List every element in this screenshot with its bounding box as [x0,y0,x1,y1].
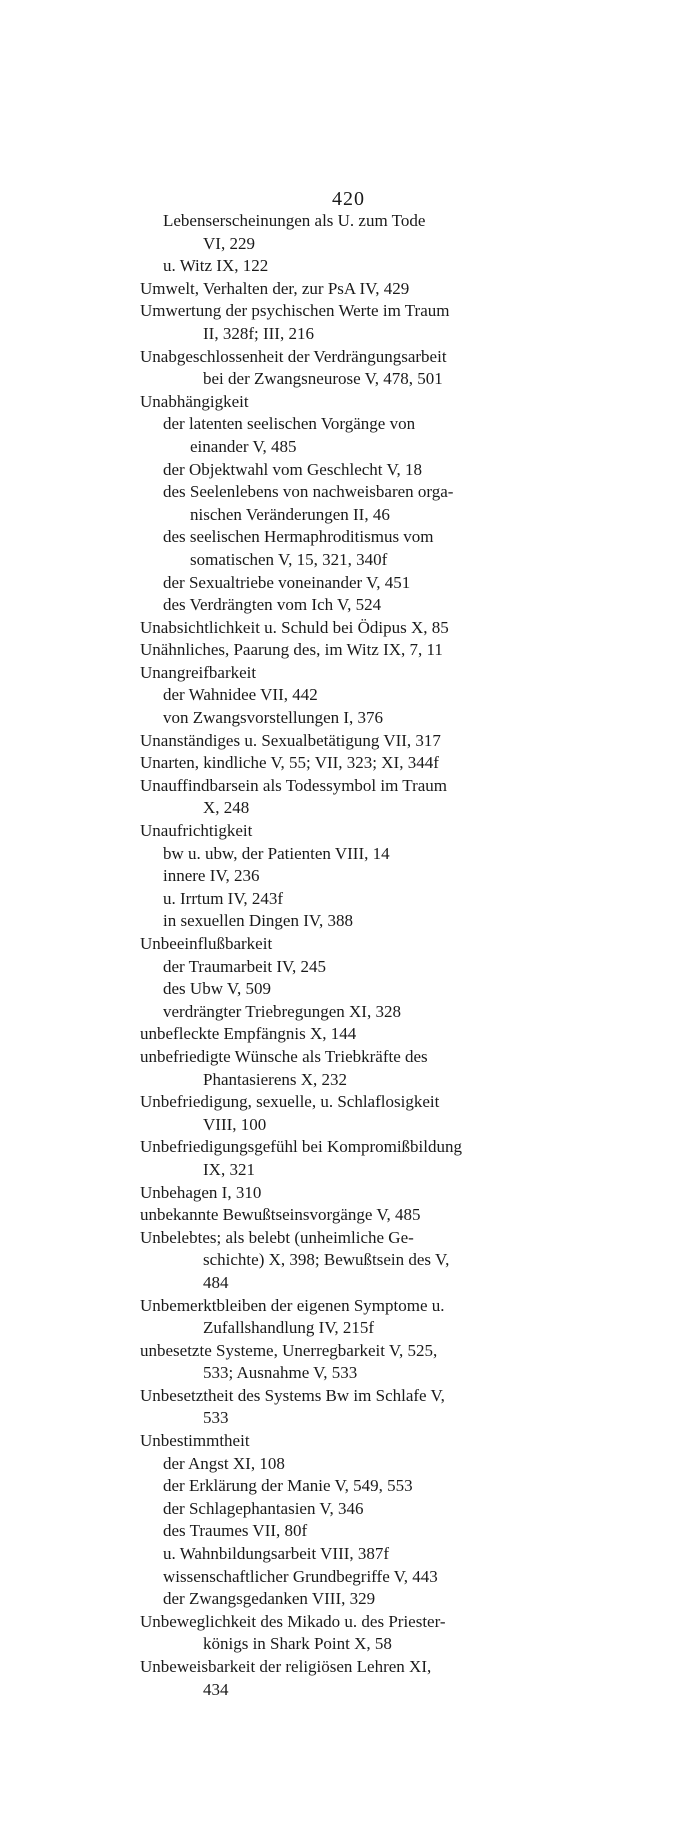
index-line: Unbefriedigung, sexuelle, u. Schlaflosigkeit [140,1092,440,1112]
index-line: unbesetzte Systeme, Unerregbarkeit V, 525, [140,1340,438,1360]
index-line: des Verdrängten vom Ich V, 524 [163,595,382,615]
index-line: VIII, 100 [203,1114,267,1134]
index-line: IX, 321 [203,1159,255,1179]
index-line: Unbeweglichkeit des Mikado u. des Priester- [140,1611,446,1631]
index-line: von Zwangsvorstellungen I, 376 [163,708,384,728]
index-line: der Zwangsgedanken VIII, 329 [163,1589,376,1609]
index-line: somatischen V, 15, 321, 340f [190,549,388,569]
index-line: Unbemerktbleiben der eigenen Symptome u. [140,1295,445,1315]
index-line: unbekannte Bewußtseinsvorgänge V, 485 [140,1205,421,1225]
index-line: schichte) X, 398; Bewußtsein des V, [203,1250,450,1270]
index-line: wissenschaftlicher Grundbegriffe V, 443 [163,1566,438,1586]
index-line: des Seelenlebens von nachweisbaren orga- [163,482,454,502]
index-line: Unbeweisbarkeit der religiösen Lehren XI, [140,1657,432,1676]
index-line: Unanständiges u. Sexualbetätigung VII, 317 [140,730,441,750]
index-line: Unauffindbarsein als Todessymbol im Traum [140,775,448,795]
index-line: bw u. ubw, der Patienten VIII, 14 [163,843,390,863]
index-line: der Angst XI, 108 [163,1453,285,1473]
index-line: Unähnliches, Paarung des, im Witz IX, 7, 11 [140,640,443,660]
index-line: VI, 229 [203,233,255,253]
index-line: u. Irrtum IV, 243f [163,888,284,908]
index-line: der Sexualtriebe voneinander V, 451 [163,572,411,592]
index-line: Unbefriedigungsgefühl bei Kompromißbildung [140,1137,463,1157]
index-line: einander V, 485 [190,436,297,456]
index-line: Lebenserscheinungen als U. zum Tode [163,211,426,230]
index-line: in sexuellen Dingen IV, 388 [163,911,353,931]
index-line: Umwertung der psychischen Werte im Traum [140,301,450,321]
index-line: Unangreifbarkeit [140,662,257,682]
index-line: Unbeeinflußbarkeit [140,934,273,953]
index-line: des Ubw V, 509 [163,979,271,999]
index-line: verdrängter Triebregungen XI, 328 [163,1001,401,1021]
index-line: Unbelebtes; als belebt (unheimliche Ge- [140,1227,414,1247]
index-line: Unbehagen I, 310 [140,1182,262,1202]
index-line: königs in Shark Point X, 58 [203,1634,392,1654]
index-line: Phantasierens X, 232 [203,1069,348,1089]
index-line: Unabhängigkeit [140,391,249,411]
index-line: des seelischen Hermaphroditismus vom [163,527,434,547]
index-line: unbefleckte Empfängnis X, 144 [140,1024,357,1044]
index-line: 533 [203,1408,229,1428]
page-number: 420 [332,188,365,210]
index-line: der latenten seelischen Vorgänge von [163,414,416,434]
index-line: unbefriedigte Wünsche als Triebkräfte des [140,1046,428,1066]
index-line: bei der Zwangsneurose V, 478, 501 [203,369,443,389]
index-line: der Erklärung der Manie V, 549, 553 [163,1476,413,1496]
index-line: II, 328f; III, 216 [203,323,314,343]
index-line: der Schlagephantasien V, 346 [163,1498,364,1518]
index-line: Unabsichtlichkeit u. Schuld bei Ödipus X, 85 [140,617,449,637]
index-line: der Traumarbeit IV, 245 [163,956,327,976]
index-entries [0,210,697,1701]
index-line: Unbesetztheit des Systems Bw im Schlafe V, [140,1385,445,1405]
index-line: X, 248 [203,798,250,818]
index-line: Unbestimmtheit [140,1431,250,1451]
index-line: innere IV, 236 [163,866,260,886]
index-line: des Traumes VII, 80f [163,1521,308,1541]
index-line: nischen Veränderungen II, 46 [190,504,390,524]
index-line: 434 [203,1679,229,1699]
index-line: Unaufrichtigkeit [140,821,253,841]
index-line: u. Witz IX, 122 [163,256,269,276]
index-line: Unarten, kindliche V, 55; VII, 323; XI, 344f [140,753,439,773]
index-line: Zufallshandlung IV, 215f [203,1318,375,1338]
index-line: der Wahnidee VII, 442 [163,685,318,705]
index-line: 484 [203,1272,229,1292]
index-line: Umwelt, Verhalten der, zur PsA IV, 429 [140,278,410,298]
index-line: der Objektwahl vom Geschlecht V, 18 [163,459,423,479]
index-line: 533; Ausnahme V, 533 [203,1363,358,1383]
index-line: u. Wahnbildungsarbeit VIII, 387f [163,1544,390,1564]
index-line: Unabgeschlossenheit der Verdrängungsarbeit [140,346,447,366]
